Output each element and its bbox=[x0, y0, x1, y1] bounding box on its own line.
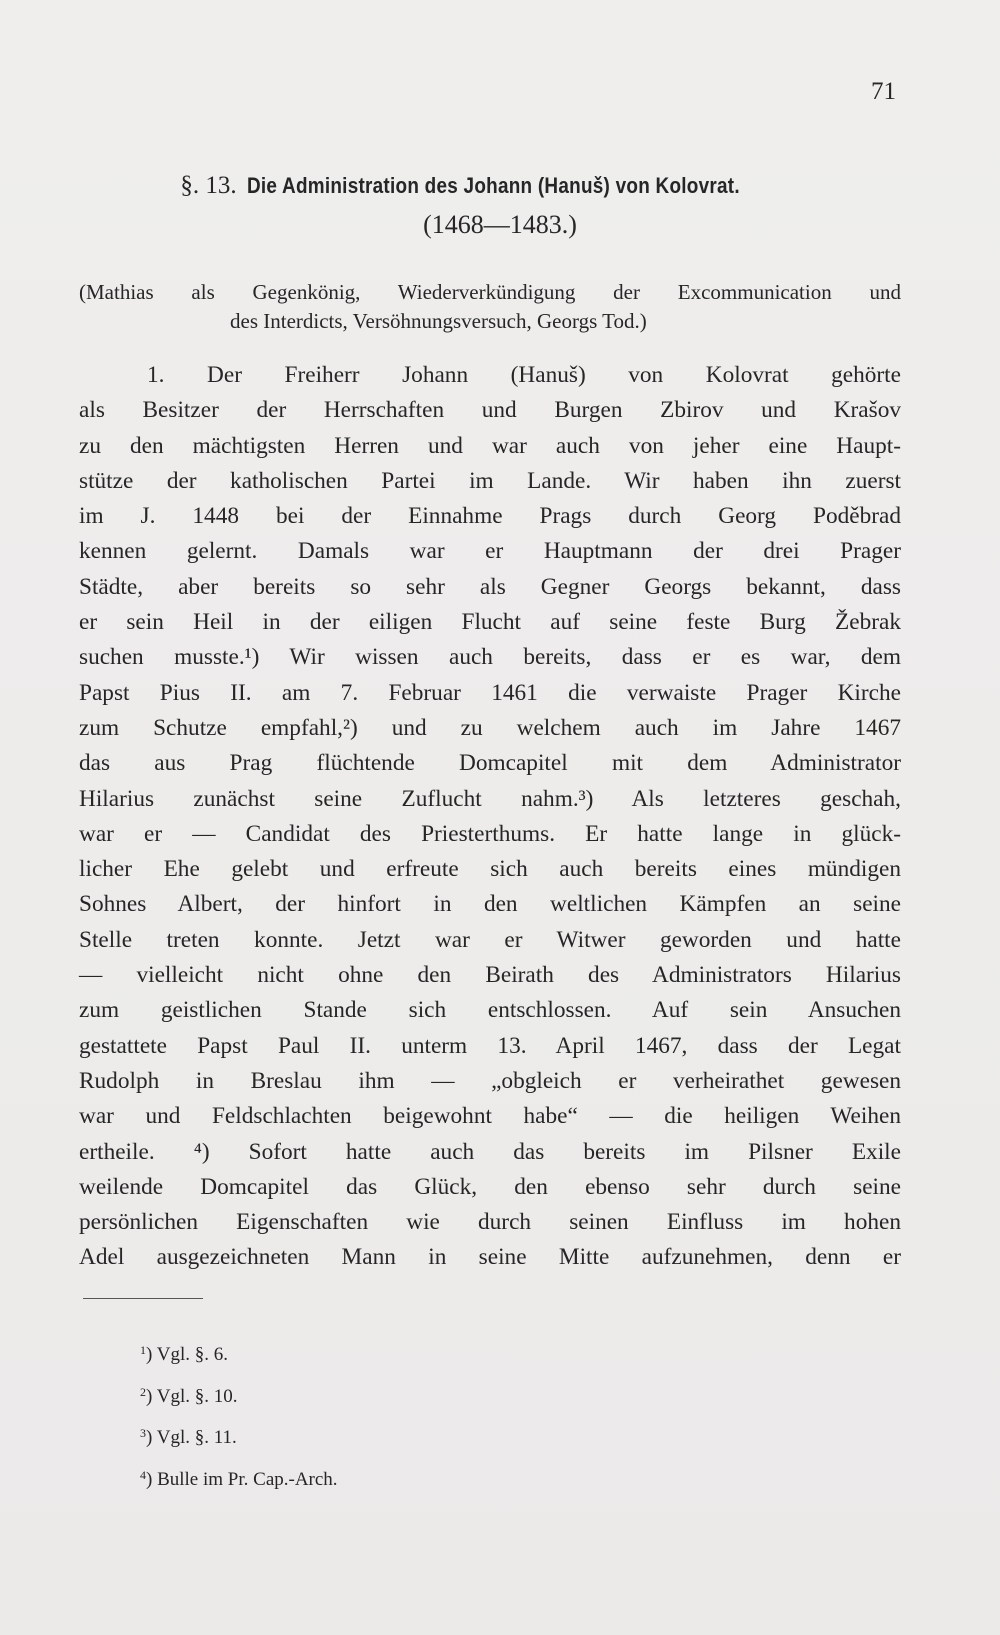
footnote-text: Vgl. §. 11. bbox=[156, 1427, 237, 1448]
text-line: weilende Domcapitel das Glück, den ebenso sehr durch seine bbox=[79, 1173, 901, 1200]
text-line: als Besitzer der Herrschaften und Burgen Zbirov und Krašov bbox=[79, 397, 901, 424]
text-line: Papst Pius II. am 7. Februar 1461 die verwaiste Prager Kirche bbox=[79, 679, 901, 706]
text-line: er sein Heil in der eiligen Flucht auf seine feste Burg Žebrak bbox=[79, 609, 901, 636]
section-title: Die Administration des Johann (Hanuš) von Kolovrat. bbox=[246, 173, 740, 198]
text-line: Stelle treten konnte. Jetzt war er Witwer geworden und hatte bbox=[79, 926, 901, 953]
text-line: — vielleicht nicht ohne den Beirath des Administrators Hilarius bbox=[79, 962, 901, 989]
footnote: $^3$) Vgl. §. 11. bbox=[140, 1426, 237, 1448]
text-line: war er — Candidat des Priesterthums. Er hatte lange in glück- bbox=[79, 820, 901, 847]
text-line: Adel ausgezeichneten Mann in seine Mitte aufzunehmen, denn er bbox=[79, 1244, 901, 1271]
text-line: im J. 1448 bei der Einnahme Prags durch Georg Poděbrad bbox=[79, 503, 901, 530]
footnote: $^4$) Bulle im Pr. Cap.-Arch. bbox=[140, 1467, 338, 1490]
section-summary bbox=[79, 278, 901, 336]
text-line: das aus Prag flüchtende Domcapitel mit dem Administrator bbox=[79, 750, 901, 777]
text-line: stütze der katholischen Partei im Lande. Wir haben ihn zuerst bbox=[79, 467, 901, 494]
text-line: zum geistlichen Stande sich entschlossen. Auf sein Ansuchen bbox=[79, 997, 901, 1024]
text-line: war und Feldschlachten beigewohnt habe“ — die heiligen Weihen bbox=[79, 1103, 901, 1130]
body-text bbox=[79, 358, 901, 1276]
text-line: ertheile. ⁴) Sofort hatte auch das bereits im Pilsner Exile bbox=[79, 1138, 901, 1165]
text-line: Rudolph in Breslau ihm — „obgleich er verheirathet gewesen bbox=[79, 1067, 901, 1094]
text-line: zu den mächtigsten Herren und war auch von jeher eine Haupt- bbox=[79, 432, 901, 459]
footnote-divider bbox=[83, 1298, 203, 1299]
text-line: suchen musste.¹) Wir wissen auch bereits, dass er es war, dem bbox=[79, 644, 901, 671]
footnote-text: Vgl. §. 10. bbox=[156, 1385, 238, 1407]
summary-line: (Mathias als Gegenkönig, Wiederverkündigung der Excommunication und bbox=[79, 280, 901, 304]
text-line: gestattete Papst Paul II. unterm 13. April 1467, dass der Legat bbox=[79, 1032, 901, 1059]
footnote: $^2$) Vgl. §. 10. bbox=[140, 1384, 238, 1407]
footnote-text: Bulle im Pr. Cap.-Arch. bbox=[157, 1468, 338, 1490]
text-line: persönlichen Eigenschaften wie durch seinen Einfluss im hohen bbox=[79, 1209, 901, 1236]
section-number: §. 13. bbox=[180, 172, 237, 199]
text-line: zum Schutze empfahl,²) und zu welchem auch im Jahre 1467 bbox=[79, 714, 901, 741]
text-line: licher Ehe gelebt und erfreute sich auch bereits eines mündigen bbox=[79, 856, 901, 883]
summary-line: des Interdicts, Versöhnungsversuch, Georgs Tod.) bbox=[230, 309, 647, 333]
text-line: Hilarius zunächst seine Zuflucht nahm.³) Als letzteres geschah, bbox=[79, 785, 901, 812]
footnote-mark: 2 bbox=[140, 1384, 146, 1399]
text-line: Sohnes Albert, der hinfort in den weltlichen Kämpfen an seine bbox=[79, 891, 901, 918]
section-heading bbox=[0, 172, 1000, 200]
section-years: (1468—1483.) bbox=[423, 210, 577, 239]
footnote-text: Vgl. §. 6. bbox=[156, 1344, 228, 1365]
footnote-mark: 4 bbox=[140, 1467, 146, 1482]
footnote-mark: 3 bbox=[140, 1426, 146, 1440]
page-number: 71 bbox=[871, 78, 896, 105]
text-line: kennen gelernt. Damals war er Hauptmann der drei Prager bbox=[79, 538, 901, 565]
footnote-mark: 1 bbox=[140, 1343, 146, 1357]
text-line: 1. Der Freiherr Johann (Hanuš) von Kolovrat gehörte bbox=[147, 362, 901, 388]
footnote: $^1$) Vgl. §. 6. bbox=[140, 1343, 228, 1365]
footnotes bbox=[140, 1332, 640, 1498]
text-line: Städte, aber bereits so sehr als Gegner Georgs bekannt, dass bbox=[79, 573, 901, 600]
